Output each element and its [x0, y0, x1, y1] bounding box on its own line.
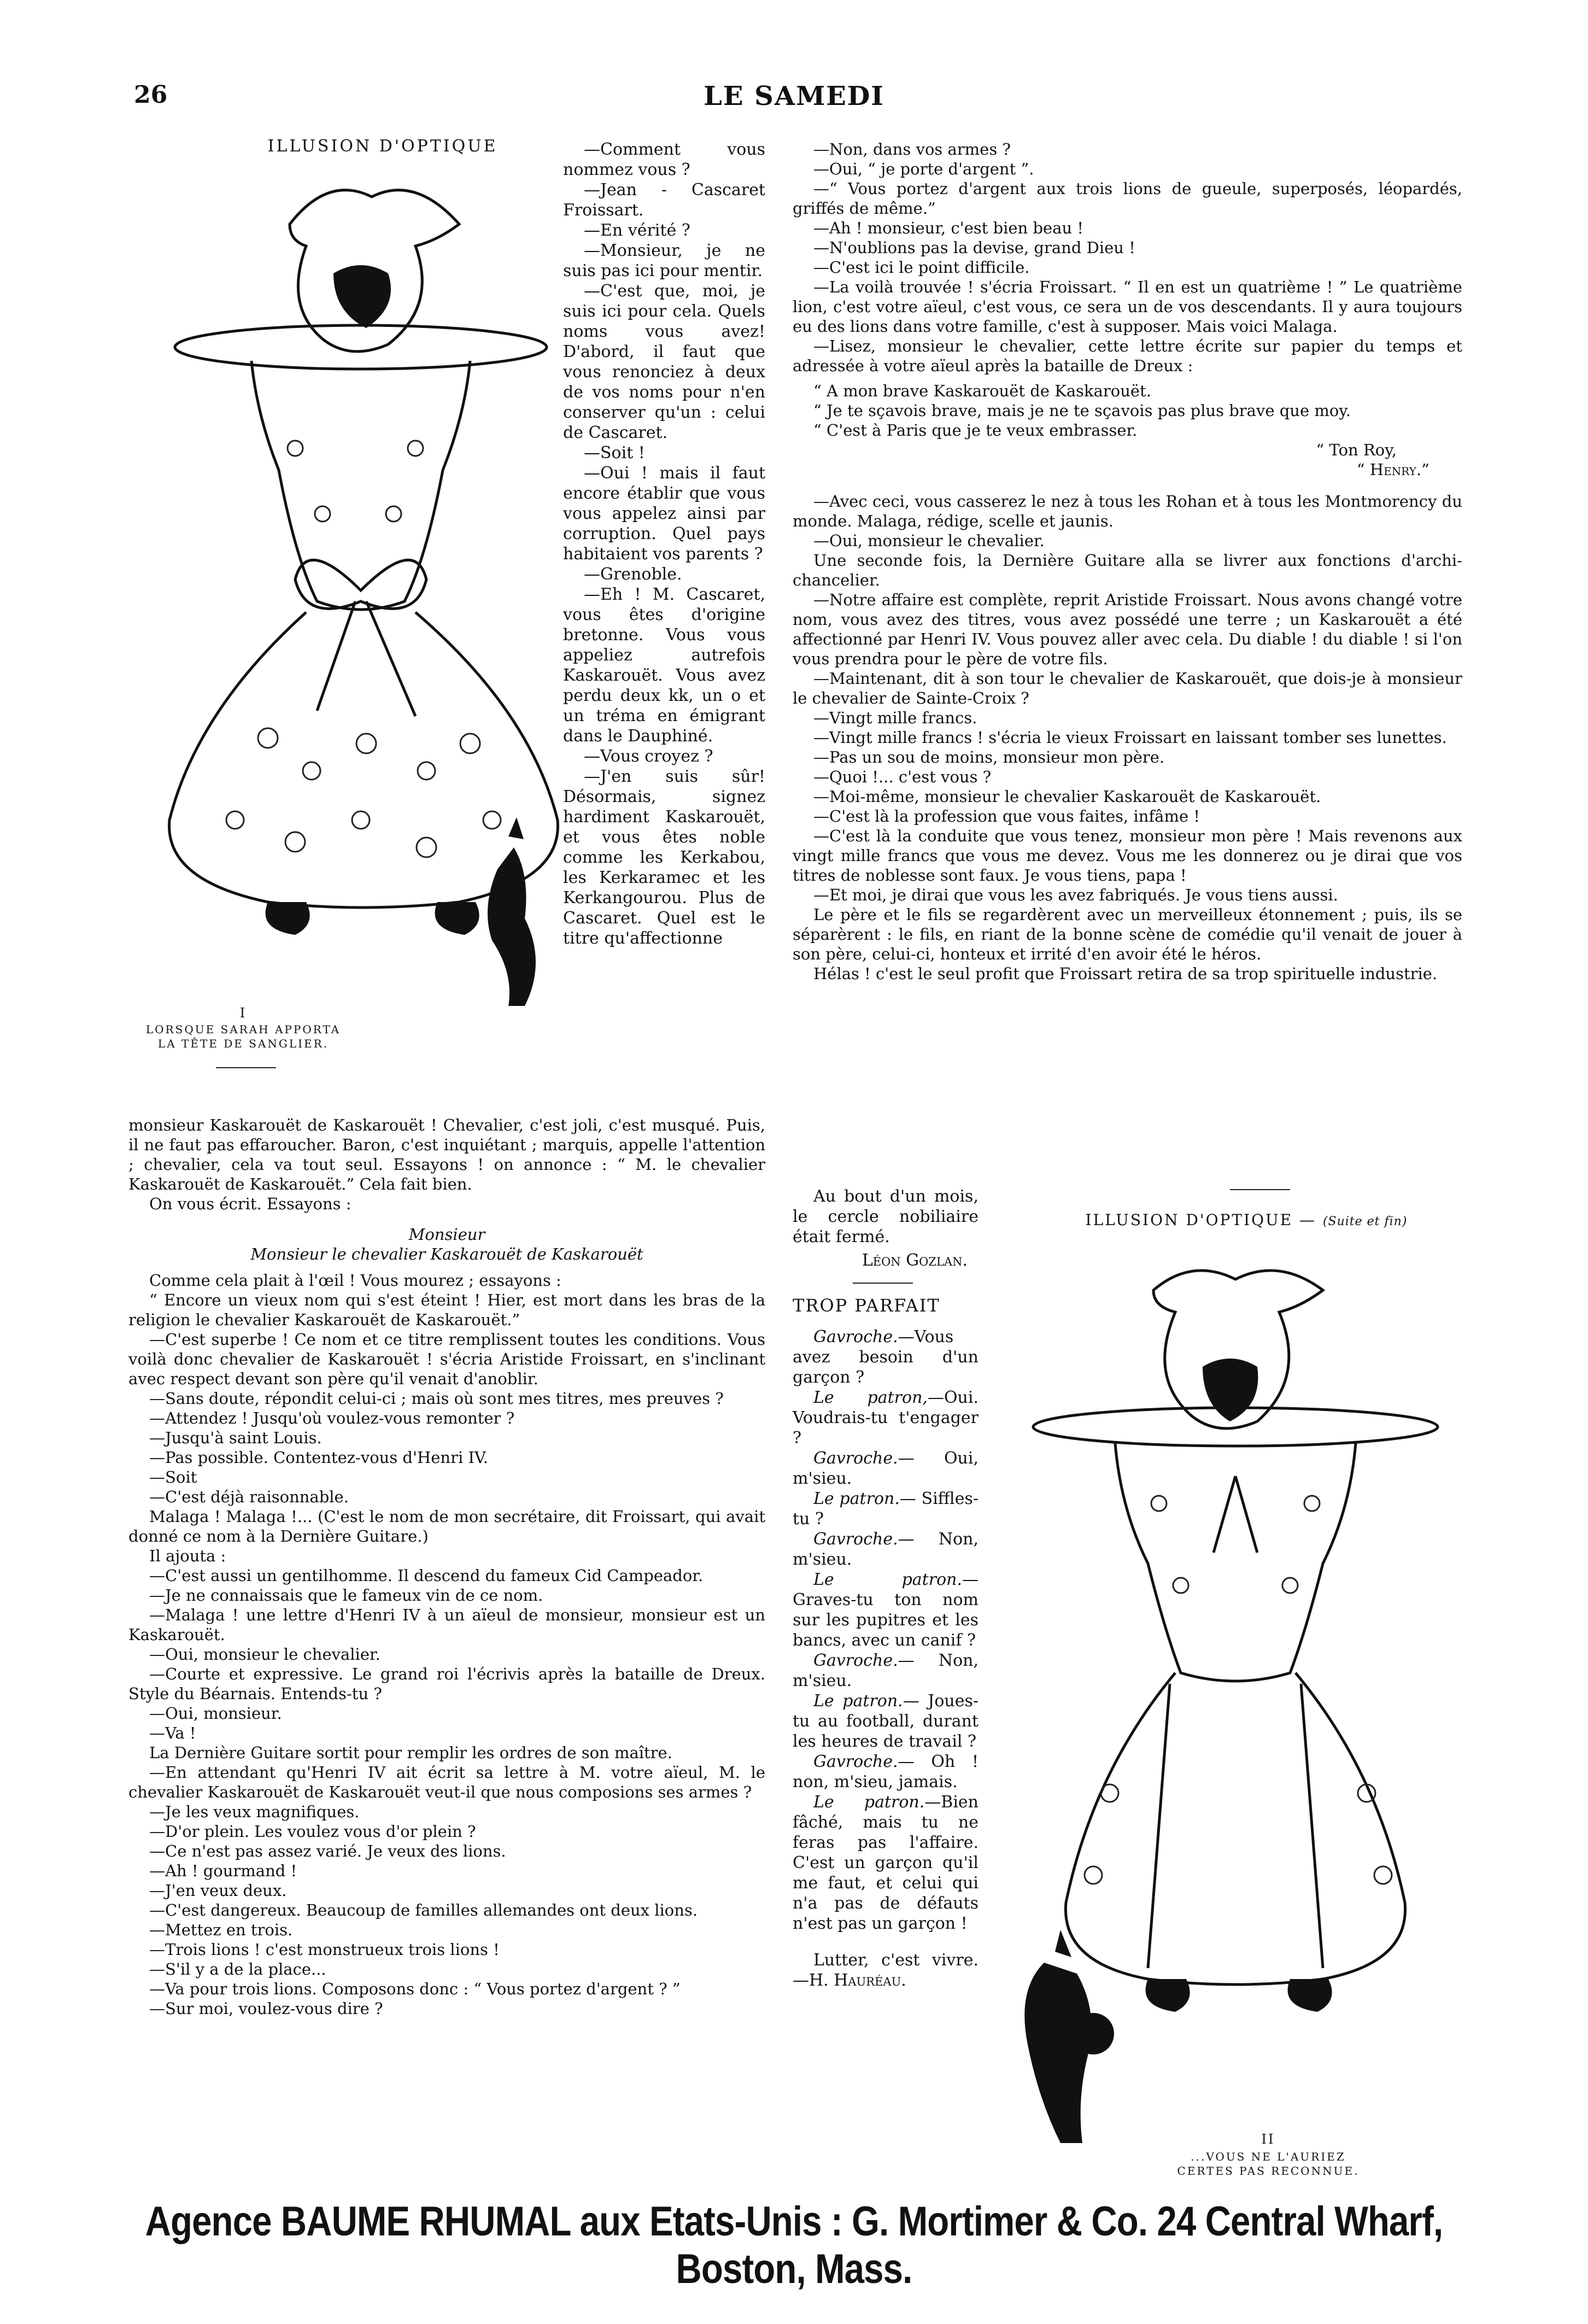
paragraph: —Notre affaire est complète, reprit Aristide Froissart. Nous avons changé votre nom, vous avez des titres, vous avez possédé une terre ; un Kaskarouët a été affectionné par Henri IV. Vous pouvez aller avec cela. Du diable ! du diable ! si l'on vous prendra pour le père de votre fils. [793, 590, 1462, 668]
paragraph: —Je les veux magnifiques. [149, 1802, 360, 1821]
paragraph: Il ajouta : [149, 1547, 226, 1565]
paragraph: —Pas possible. Contentez-vous d'Henri IV. [149, 1448, 489, 1467]
illustration-1-numeral: I [239, 1005, 247, 1021]
journal-title: LE SAMEDI [704, 81, 884, 112]
paragraph: —En vérité ? [584, 221, 690, 240]
paragraph: —Courte et expressive. Le grand roi l'écrivis après la bataille de Dreux. Style du Béarnais. Entends-tu ? [128, 1665, 765, 1703]
paragraph: —Vingt mille francs. [813, 709, 977, 727]
paragraph: —Oui, monsieur le chevalier. [813, 531, 1045, 550]
paragraph: —Jean - Cascaret Froissart. [563, 180, 765, 220]
paragraph: Le père et le fils se regardèrent avec un merveilleux étonnement ; puis, ils se séparèrent : le fils, en riant de la bonne scène de comédie qu'il venait de jouer à son père, celui-ci, honteux et irrité d'en avoir été le héros. [793, 905, 1462, 963]
illustration-1-caption: LORSQUE SARAH APPORTA LA TÊTE DE SANGLIER. [145, 1023, 341, 1050]
line-text: —Graves-tu ton nom sur les pupitres et les bancs, avec un canif ? [793, 1570, 978, 1650]
letter-salutation: Monsieur [408, 1225, 485, 1244]
dialogue-line [793, 1752, 978, 1792]
speaker: Gavroche. [813, 1752, 898, 1771]
line-text: —Bien fâché, mais tu ne feras pas l'affaire. C'est un garçon qu'il me faut, et celui qui n'a pas de défauts n'est pas un garçon ! [793, 1793, 978, 1933]
paragraph: —Et moi, je dirai que vous les avez fabriqués. Je vous tiens aussi. [813, 886, 1338, 904]
section-title: TROP PARFAIT [793, 1295, 940, 1316]
column-2-narrow [793, 1186, 978, 1991]
line-text: — Siffles-tu ? [793, 1489, 978, 1529]
author-signature: H. Hauréau. [809, 1971, 906, 1990]
paragraph: —Malaga ! une lettre d'Henri IV à un aïeul de monsieur, monsieur est un Kaskarouët. [128, 1606, 765, 1644]
dialogue-line [793, 1691, 978, 1752]
paragraph: —Jusqu'à saint Louis. [149, 1429, 322, 1447]
paragraph: —En attendant qu'Henri IV ait écrit sa lettre à M. votre aïeul, M. le chevalier Kaskarouët de Kaskarouët veut-il que nous composions ses armes ? [128, 1763, 765, 1801]
paragraph: —Va ! [149, 1724, 196, 1742]
paragraph: On vous écrit. Essayons : [149, 1195, 351, 1213]
line-text: — Oui, m'sieu. [793, 1449, 978, 1488]
paragraph: —Oui, “ je porte d'argent ”. [813, 160, 1034, 178]
letter-signature-1: “ Ton Roy, [1316, 441, 1397, 459]
illustration-2-title-line [1039, 1211, 1454, 1229]
ending-text: Lutter, c'est vivre.— [793, 1951, 978, 1990]
paragraph: —Soit [149, 1468, 197, 1486]
paragraph: —Monsieur, je ne suis pas ici pour mentir. [563, 241, 765, 280]
paragraph: Au bout d'un mois, le cercle nobiliaire était fermé. [793, 1187, 978, 1246]
speaker: Gavroche. [813, 1449, 898, 1468]
paragraph: —C'est que, moi, je suis ici pour cela. Quels noms vous avez! D'abord, il faut que vous renonciez à deux de vos noms pour n'en conserver qu'un : celui de Cascaret. [563, 282, 765, 442]
illustration-2-title: ILLUSION D'OPTIQUE — [1085, 1211, 1317, 1229]
paragraph: —Ce n'est pas assez varié. Je veux des lions. [149, 1842, 506, 1860]
paragraph: —C'est ici le point difficile. [813, 258, 1030, 277]
paragraph: —Moi-même, monsieur le chevalier Kaskarouët de Kaskarouët. [813, 787, 1321, 806]
paragraph: —C'est là la conduite que vous tenez, monsieur mon père ! Mais revenons aux vingt mille francs que vous me devez. Vous me les donnerez ou je dirai que vos titres de noblesse sont faux. Je vous tiens, papa ! [793, 827, 1462, 885]
paragraph: —C'est superbe ! Ce nom et ce titre remplissent toutes les conditions. Vous voilà donc chevalier de Kaskarouët ! s'écria Aristide Froissart, en s'inclinant avec respect devant son père qu'il venait d'anoblir. [128, 1330, 765, 1388]
illustration-2-rule [1230, 1189, 1290, 1190]
dialogue-line [793, 1448, 978, 1489]
line-text: — Joues-tu au football, durant les heures de travail ? [793, 1691, 978, 1751]
letter-line: “ A mon brave Kaskarouët de Kaskarouët. [813, 382, 1151, 400]
paragraph: —Lisez, monsieur le chevalier, cette lettre écrite sur papier du temps et adressée à votre aïeul après la bataille de Dreux : [793, 337, 1462, 375]
paragraph: —Comment vous nommez vous ? [563, 140, 765, 179]
illustration-2-caption: ...VOUS NE L'AURIEZ CERTES PAS RECONNUE. [1177, 2150, 1360, 2177]
paragraph: —Oui ! mais il faut encore établir que vous vous appelez ainsi par corruption. Quel pays habitaient vos parents ? [563, 464, 765, 564]
speaker: Le patron. [813, 1570, 962, 1589]
column-1-bottom [128, 1115, 765, 2018]
speaker: Le patron. [813, 1691, 903, 1711]
paragraph: —C'est aussi un gentilhomme. Il descend du fameux Cid Campeador. [149, 1566, 704, 1585]
paragraph: —Sur moi, voulez-vous dire ? [149, 1999, 383, 2018]
paragraph: —N'oublions pas la devise, grand Dieu ! [813, 238, 1135, 257]
speaker: Le patron. [813, 1489, 900, 1508]
line-text: — Non, m'sieu. [793, 1651, 978, 1690]
line-text: — Non, m'sieu. [793, 1530, 978, 1569]
dialogue-line [793, 1650, 978, 1691]
paragraph: —Trois lions ! c'est monstrueux trois lions ! [149, 1940, 500, 1959]
paragraph: —J'en suis sûr! Désormais, signez hardiment Kaskarouët, et vous êtes noble comme les Kerkabou, les Kerkaramec et les Kerkangourou. Plus de Cascaret. Quel est le titre qu'affectionne [563, 767, 765, 948]
paragraph: —Soit ! [584, 443, 645, 463]
paragraph: —Ah ! gourmand ! [149, 1861, 297, 1880]
paragraph: —Grenoble. [584, 565, 682, 584]
ending-line [793, 1950, 978, 1991]
paragraph: —Mettez en trois. [149, 1921, 293, 1939]
paragraph: “ Encore un vieux nom qui s'est éteint ! Hier, est mort dans les bras de la religion le chevalier Kaskarouët de Kaskarouët.” [128, 1291, 765, 1329]
letter-line: “ Je te sçavois brave, mais je ne te sçavois pas plus brave que moy. [813, 401, 1351, 420]
speaker: Le patron. [813, 1793, 925, 1812]
paragraph: —Non, dans vos armes ? [813, 140, 1011, 159]
section-rule [853, 1283, 913, 1284]
paragraph: La Dernière Guitare sortit pour remplir les ordres de son maître. [149, 1743, 672, 1762]
paragraph: —Attendez ! Jusqu'où voulez-vous remonter ? [149, 1409, 515, 1427]
paragraph: —“ Vous portez d'argent aux trois lions de gueule, superposés, léopardés, griffés de même.” [793, 179, 1462, 218]
paragraph: —Maintenant, dit à son tour le chevalier de Kaskarouët, que dois-je à monsieur le chevalier de Sainte-Croix ? [793, 669, 1462, 707]
paragraph: —C'est dangereux. Beaucoup de familles allemandes ont deux lions. [149, 1901, 698, 1919]
paragraph: —Oui, monsieur le chevalier. [149, 1645, 380, 1664]
speaker: Gavroche. [813, 1530, 898, 1549]
paragraph: —D'or plein. Les voulez vous d'or plein ? [149, 1822, 476, 1841]
footer-advertisement: Agence BAUME RHUMAL aux Etats-Unis : G. Mortimer & Co. 24 Central Wharf, Boston, Mass. [145, 2198, 1443, 2292]
paragraph: —Je ne connaissais que le fameux vin de ce nom. [149, 1586, 543, 1605]
dialogue-line [793, 1388, 978, 1448]
column-1-top [563, 139, 765, 949]
illustration-2-woman-boar-drawing [984, 1246, 1454, 2165]
paragraph: Comme cela plait à l'œil ! Vous mourez ; essayons : [149, 1271, 561, 1290]
illustration-2-title-suffix: (Suite et fin) [1322, 1215, 1408, 1228]
line-text: —Oui. Voudrais-tu t'engager ? [793, 1388, 978, 1448]
paragraph: —Eh ! M. Cascaret, vous êtes d'origine bretonne. Vous vous appeliez autrefois Kaskarouët. Vous avez perdu deux kk, un o et un tréma en émigrant dans le Dauphiné. [563, 585, 765, 746]
illustration-2-numeral: II [1261, 2132, 1275, 2147]
speaker: Le patron, [813, 1388, 928, 1407]
author-signature: Léon Gozlan. [862, 1251, 968, 1270]
paragraph: —Va pour trois lions. Composons donc : “ Vous portez d'argent ? ” [149, 1980, 681, 1998]
illustration-1-title: ILLUSION D'OPTIQUE [267, 137, 498, 156]
paragraph: —Vingt mille francs ! s'écria le vieux Froissart en laissant tomber ses lunettes. [813, 728, 1447, 747]
paragraph: —Oui, monsieur. [149, 1704, 282, 1723]
paragraph: —Sans doute, répondit celui-ci ; mais où sont mes titres, mes preuves ? [149, 1389, 724, 1408]
line-text: — Oh ! non, m'sieu, jamais. [793, 1752, 978, 1792]
paragraph: —Vous croyez ? [584, 747, 713, 766]
dialogue-line [793, 1792, 978, 1934]
letter-address: Monsieur le chevalier Kaskarouët de Kaskarouët [250, 1245, 643, 1263]
paragraph: Malaga ! Malaga !... (C'est le nom de mon secrétaire, dit Froissart, qui avait donné ce nom à la Dernière Guitare.) [128, 1507, 765, 1546]
letter-line: “ C'est à Paris que je te veux embrasser. [813, 421, 1138, 440]
line-text: —Vous avez besoin d'un garçon ? [793, 1327, 978, 1387]
paragraph: —Ah ! monsieur, c'est bien beau ! [813, 219, 1084, 237]
paragraph: —C'est déjà raisonnable. [149, 1488, 349, 1506]
paragraph: —Quoi !... c'est vous ? [813, 768, 992, 786]
dialogue-line [793, 1529, 978, 1570]
speaker: Gavroche. [813, 1327, 898, 1347]
paragraph: —S'il y a de la place... [149, 1960, 326, 1978]
paragraph: —Pas un sou de moins, monsieur mon père. [813, 748, 1165, 766]
column-2 [793, 139, 1462, 984]
paragraph: —Avec ceci, vous casserez le nez à tous les Rohan et à tous les Montmorency du monde. Malaga, rédige, scelle et jaunis. [793, 492, 1462, 530]
paragraph: Une seconde fois, la Dernière Guitare alla se livrer aux fonctions d'archi-chancelier. [793, 551, 1462, 589]
dialogue-line [793, 1570, 978, 1650]
paragraph: —La voilà trouvée ! s'écria Froissart. “ Il en est un quatrième ! ” Le quatrième lion, c'est votre aïeul, c'est vous, ce sera un de vos descendants. Il y aura toujours eu des lions dans votre famille, c'est à supposer. Mais voici Malaga. [793, 278, 1462, 336]
paragraph: monsieur Kaskarouët de Kaskarouët ! Chevalier, c'est joli, c'est musqué. Puis, il ne faut pas effaroucher. Baron, c'est inquiétant ; marquis, appelle l'attention ; chevalier, cela va tout seul. Essayons ! on annonce : “ M. le chevalier Kaskarouët de Kaskarouët.” Cela fait bien. [128, 1116, 765, 1193]
page-number: 26 [134, 81, 168, 109]
dialogue-line [793, 1489, 978, 1529]
dialogue-line [793, 1327, 978, 1388]
paragraph: —C'est là la profession que vous faites, infâme ! [813, 807, 1200, 826]
paragraph: Hélas ! c'est le seul profit que Froissart retira de sa trop spirituelle industrie. [813, 964, 1438, 983]
illustration-1-rule [216, 1067, 276, 1068]
paragraph: —J'en veux deux. [149, 1881, 287, 1900]
speaker: Gavroche. [813, 1651, 898, 1670]
illustration-1-woman-boar-drawing [131, 164, 596, 1017]
letter-signature-2: “ Henry.” [1356, 460, 1429, 479]
